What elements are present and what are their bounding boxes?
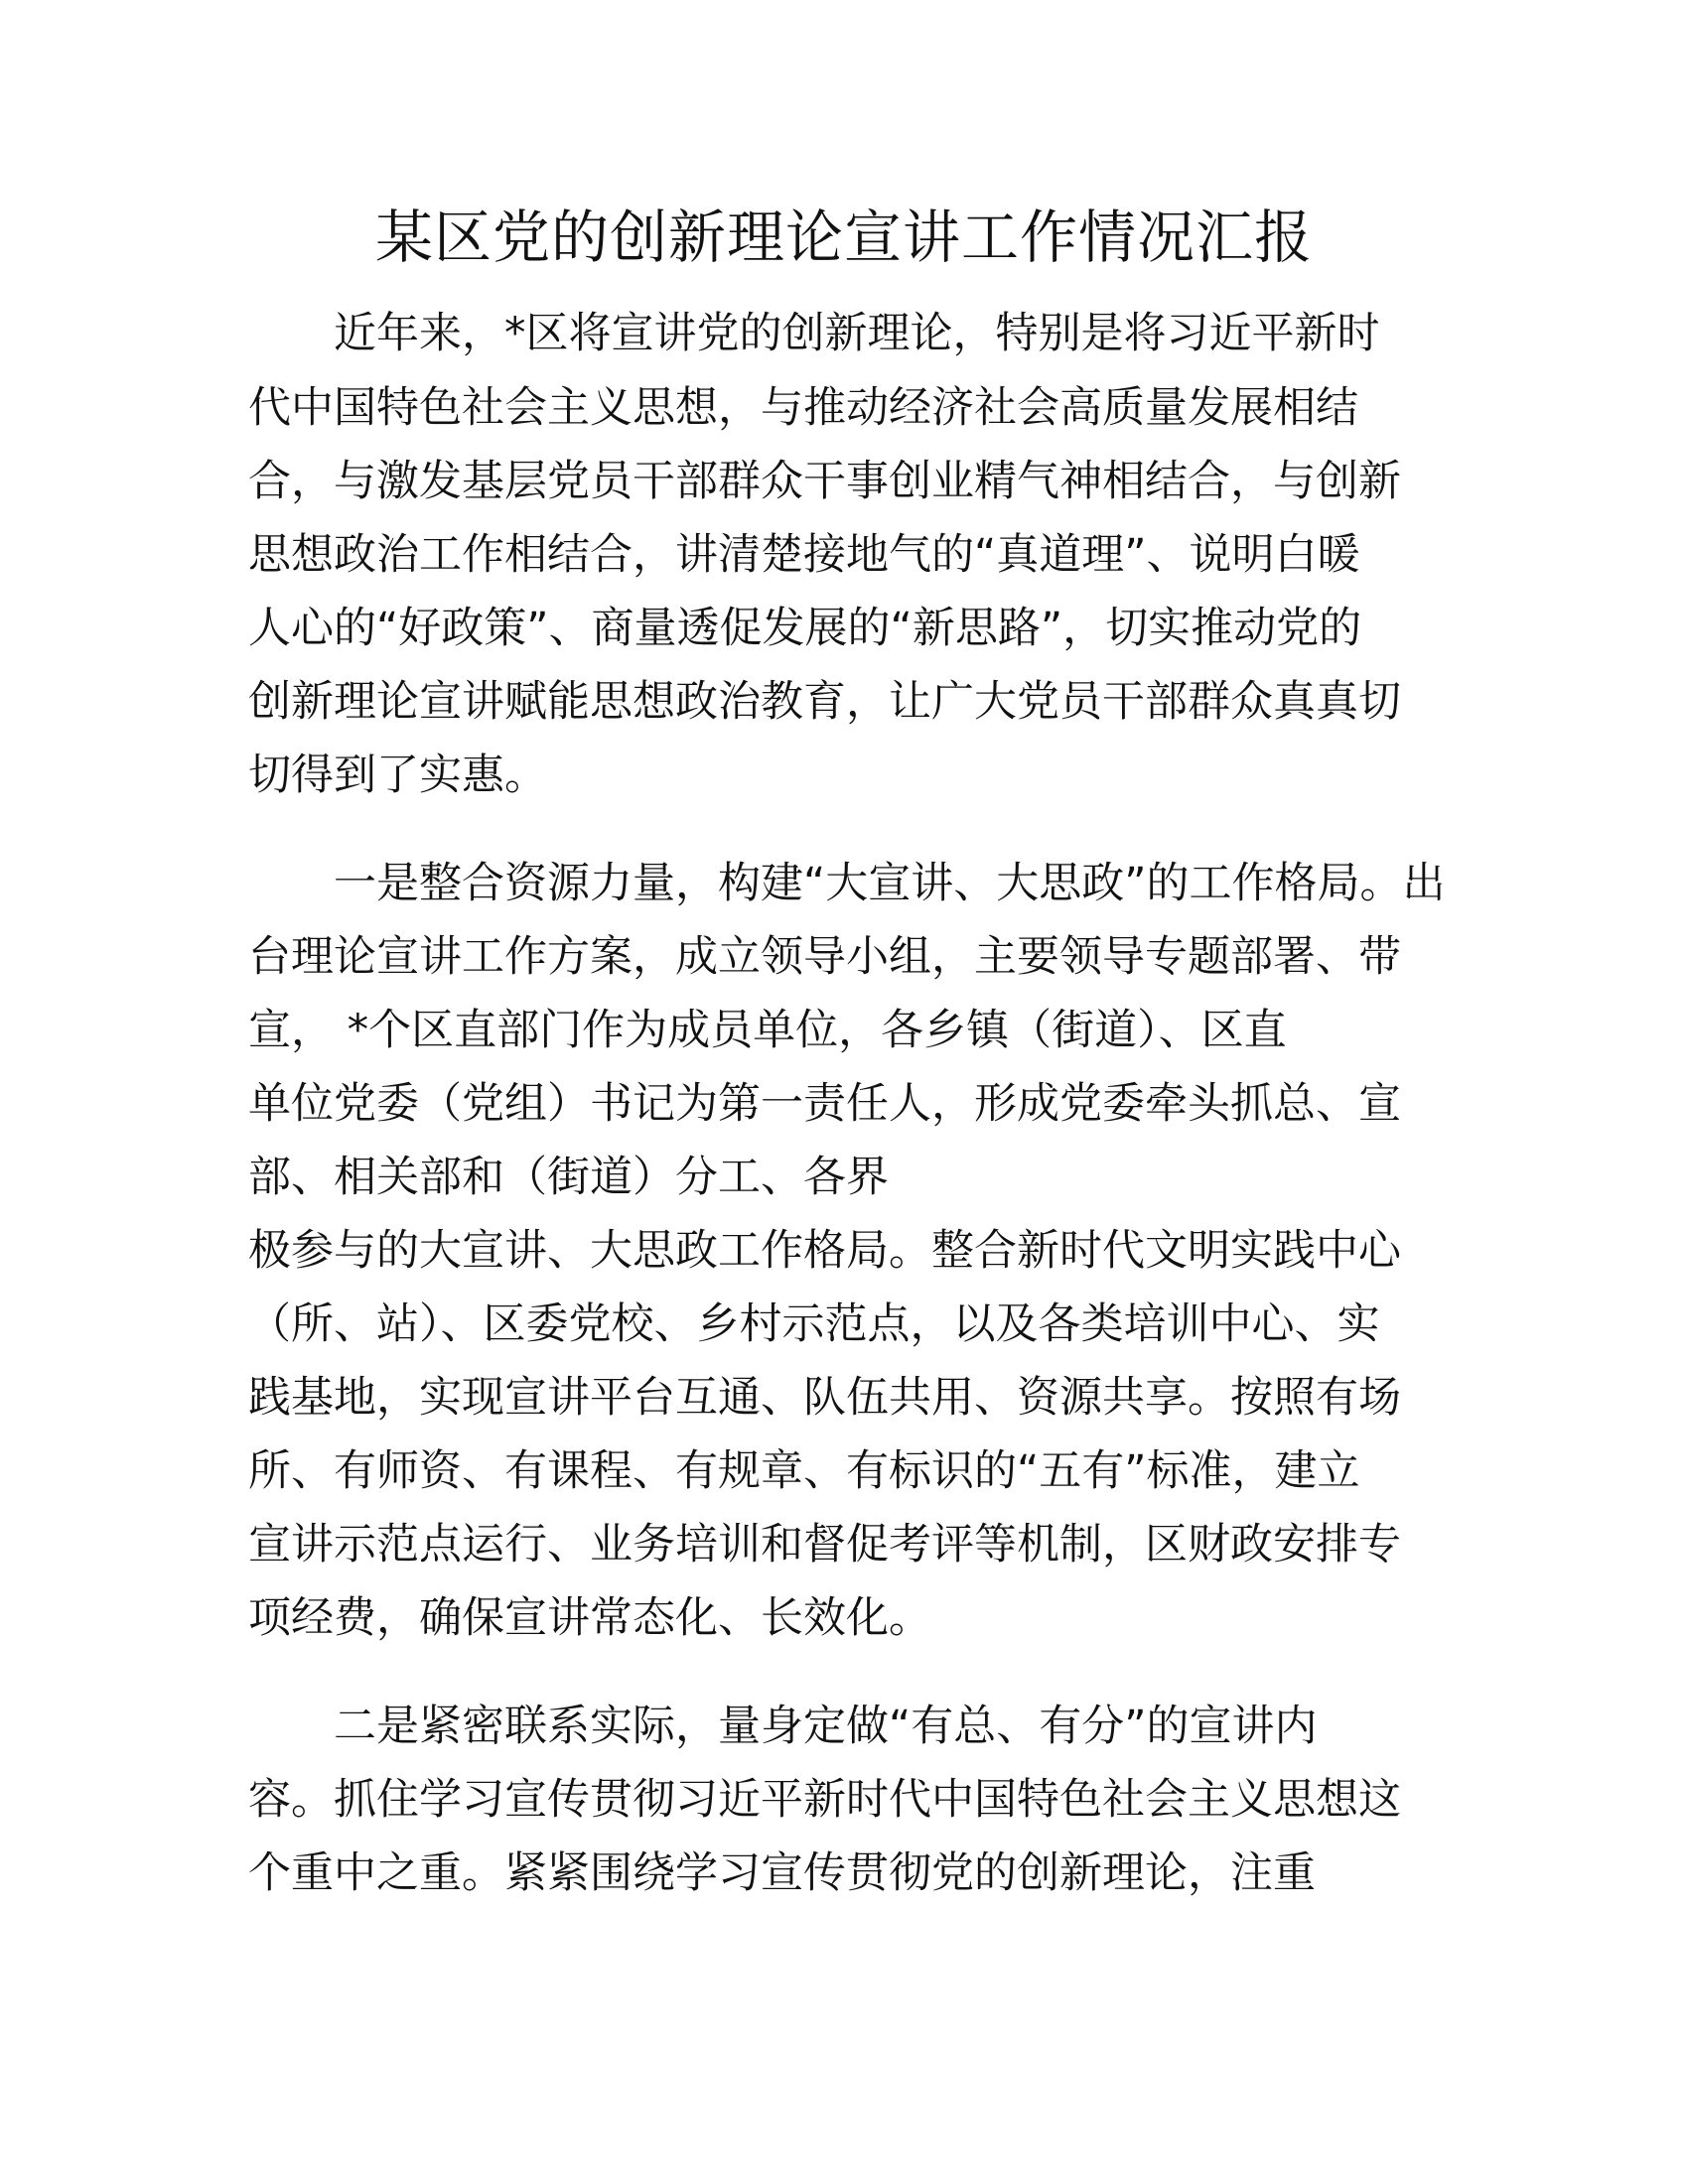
paragraph-line: 一是整合资源力量，构建“大宣讲、大思政”的工作格局。出 [334,859,1446,908]
paragraph-line: 二是紧密联系实际，量身定做“有总、有分”的宣讲内 [334,1702,1318,1751]
paragraph-line: 单位党委（党组）书记为第一责任人，形成党委牵头抓总、宣 [248,1079,1401,1129]
paragraph-line: 合，与激发基层党员干部群众干事创业精气神相结合，与创新 [248,457,1401,506]
paragraph-line: 代中国特色社会主义思想，与推动经济社会高质量发展相结 [248,383,1358,433]
paragraph-line: 践基地，实现宣讲平台互通、队伍共用、资源共享。按照有场 [248,1373,1401,1423]
paragraph-line: 创新理论宣讲赋能思想政治教育，让广大党员干部群众真真切 [248,677,1401,727]
paragraph-line: 部、相关部和（街道）分工、各界 [248,1153,889,1202]
paragraph-line: 人心的“好政策”、商量透促发展的“新思路”，切实推动党的 [248,604,1362,653]
paragraph-line: 极参与的大宣讲、大思政工作格局。整合新时代文明实践中心 [248,1226,1401,1276]
paragraph-line: 个重中之重。紧紧围绕学习宣传贯彻党的创新理论，注重 [248,1848,1316,1898]
paragraph-line: 宣， *个区直部门作为成员单位，各乡镇（街道）、区直 [248,1006,1287,1055]
document-title: 某区党的创新理论宣讲工作情况汇报 [374,204,1313,271]
paragraph-line: 所、有师资、有课程、有规章、有标识的“五有”标准，建立 [248,1446,1360,1496]
paragraph-line: 项经费，确保宣讲常态化、长效化。 [248,1593,931,1643]
paragraph-line: 宣讲示范点运行、业务培训和督促考评等机制，区财政安排专 [248,1520,1401,1570]
paragraph-line: 切得到了实惠。 [248,751,547,800]
paragraph-line: 容。抓住学习宣传贯彻习近平新时代中国特色社会主义思想这 [248,1775,1401,1825]
paragraph-line: 台理论宣讲工作方案，成立领导小组，主要领导专题部署、带 [248,932,1401,982]
paragraph-line: 近年来，*区将宣讲党的创新理论，特别是将习近平新时 [334,309,1380,358]
paragraph-line: （所、站）、区委党校、乡村示范点，以及各类培训中心、实 [248,1299,1380,1349]
paragraph-line: 思想政治工作相结合，讲清楚接地气的“真道理”、说明白暖 [248,530,1360,580]
